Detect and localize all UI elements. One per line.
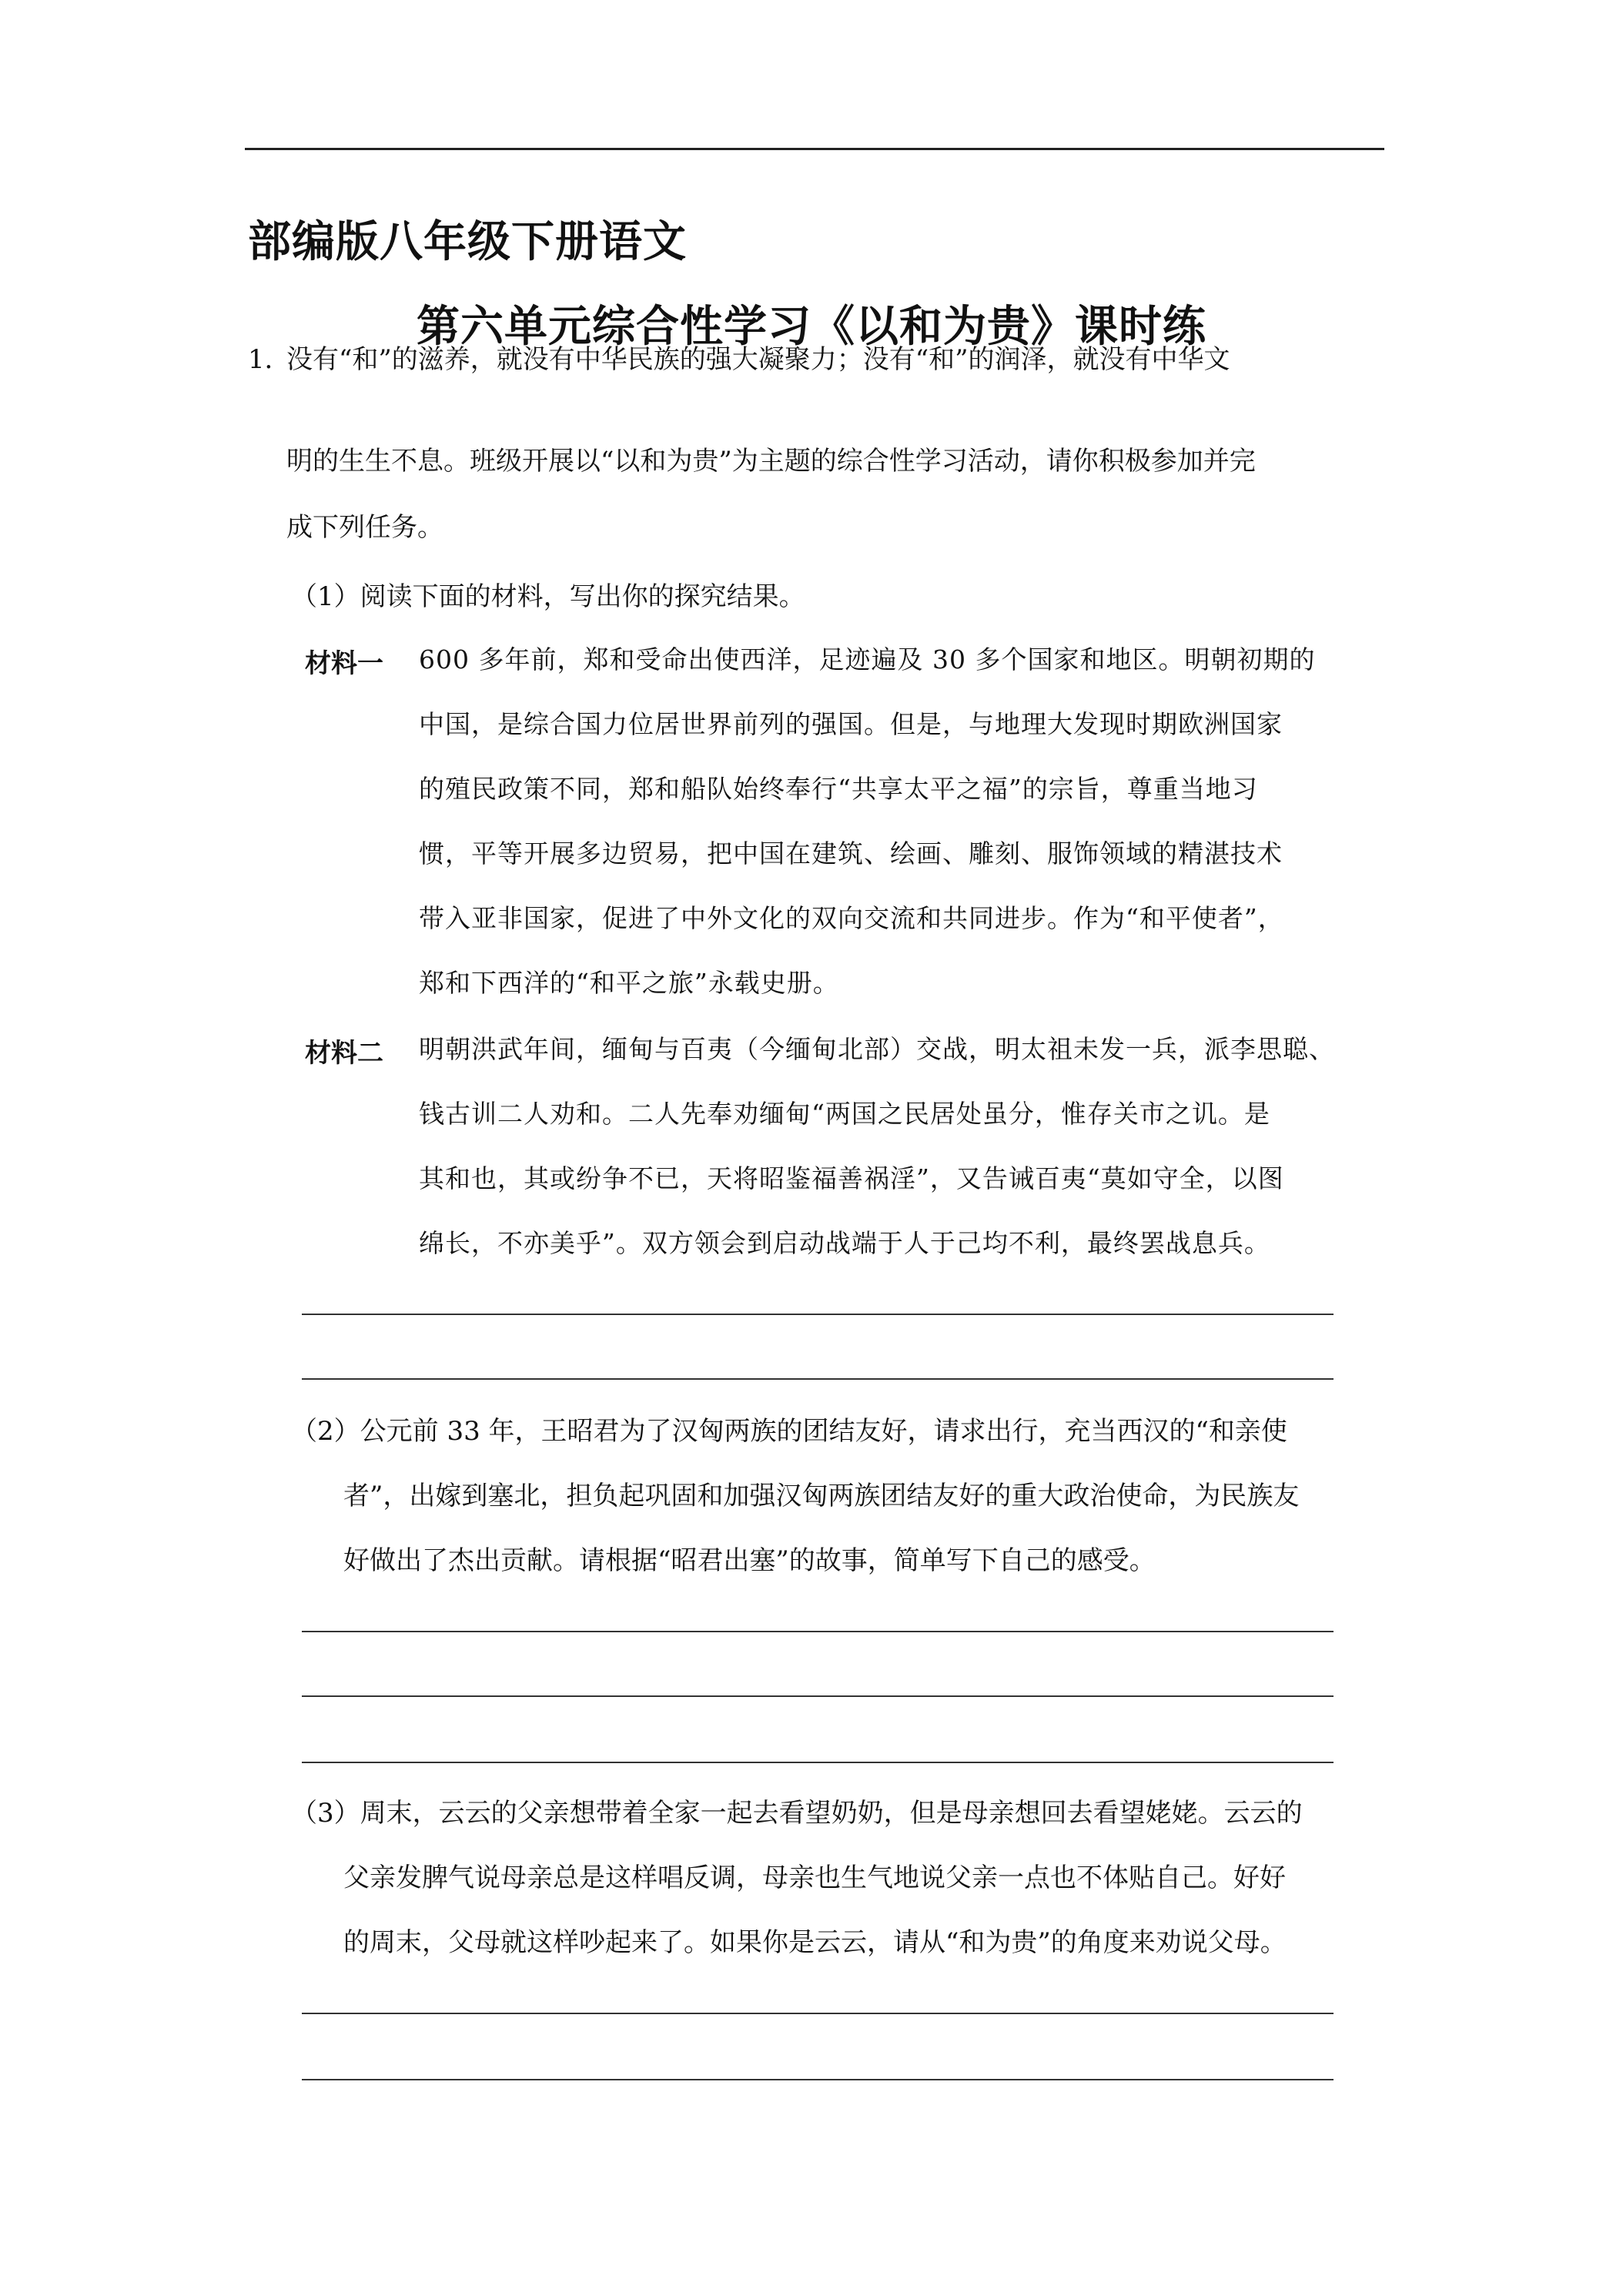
- question-intro-line: 成下列任务。: [286, 512, 443, 543]
- question-intro-line: 没有“和”的滋养，就没有中华民族的强大凝聚力；没有“和”的润泽，就没有中华文: [286, 344, 1230, 375]
- subquestion-3-line: （3）周末，云云的父亲想带着全家一起去看望奶奶，但是母亲想回去看望姥姥。云云的: [291, 1798, 1303, 1829]
- question-intro-line: 明的生生不息。班级开展以“以和为贵”为主题的综合性学习活动，请你积极参加并完: [286, 446, 1256, 477]
- material-2-label: 材料二: [305, 1038, 383, 1069]
- subquestion-2-line: 者”，出嫁到塞北，担负起巩固和加强汉匈两族团结友好的重大政治使命，为民族友: [343, 1481, 1300, 1511]
- header-rule: [245, 148, 1384, 150]
- material-1-line: 的殖民政策不同，郑和船队始终奉行“共享太平之福”的宗旨，尊重当地习: [419, 774, 1258, 804]
- material-1-line: 带入亚非国家，促进了中外文化的双向交流和共同进步。作为“和平使者”，: [419, 903, 1284, 933]
- answer-line[interactable]: [302, 1762, 1334, 1763]
- answer-line[interactable]: [302, 2013, 1334, 2014]
- answer-line[interactable]: [302, 1378, 1334, 1380]
- material-2-line: 明朝洪武年间，缅甸与百夷（今缅甸北部）交战，明太祖未发一兵，派李思聪、: [419, 1034, 1335, 1064]
- answer-line[interactable]: [302, 1631, 1334, 1632]
- question-number: 1．: [248, 344, 291, 375]
- material-1-line: 600 多年前，郑和受命出使西洋，足迹遍及 30 多个国家和地区。明朝初期的: [419, 644, 1316, 674]
- answer-line[interactable]: [302, 1695, 1334, 1697]
- document-title: 部编版八年级下册语文: [248, 217, 687, 267]
- material-1-line: 中国，是综合国力位居世界前列的强国。但是，与地理大发现时期欧洲国家: [419, 709, 1283, 739]
- subquestion-2-line: 好做出了杰出贡献。请根据“昭君出塞”的故事，简单写下自己的感受。: [343, 1545, 1156, 1576]
- material-2-line: 其和也，其或纷争不已，天将昭鉴福善祸淫”，又告诫百夷“莫如守全，以图: [419, 1163, 1284, 1193]
- subquestion-1-prompt: （1）阅读下面的材料，写出你的探究结果。: [291, 581, 805, 612]
- material-1-label: 材料一: [305, 648, 383, 679]
- material-1-line: 惯，平等开展多边贸易，把中国在建筑、绘画、雕刻、服饰领域的精湛技术: [419, 838, 1283, 869]
- answer-line[interactable]: [302, 1314, 1334, 1315]
- subquestion-3-line: 的周末，父母就这样吵起来了。如果你是云云，请从“和为贵”的角度来劝说父母。: [343, 1927, 1287, 1958]
- document-subtitle: 第六单元综合性学习《以和为贵》课时练: [417, 302, 1206, 352]
- material-1-line: 郑和下西洋的“和平之旅”永载史册。: [419, 968, 839, 998]
- subquestion-2-line: （2）公元前 33 年，王昭君为了汉匈两族的团结友好，请求出行，充当西汉的“和亲使: [291, 1416, 1287, 1447]
- answer-line[interactable]: [302, 2079, 1334, 2080]
- material-2-line: 钱古训二人劝和。二人先奉劝缅甸“两国之民居处虽分，惟存关市之讥。是: [419, 1099, 1270, 1129]
- subquestion-3-line: 父亲发脾气说母亲总是这样唱反调，母亲也生气地说父亲一点也不体贴自己。好好: [343, 1863, 1286, 1893]
- material-2-line: 绵长，不亦美乎”。双方领会到启动战端于人于己均不利，最终罢战息兵。: [419, 1228, 1270, 1258]
